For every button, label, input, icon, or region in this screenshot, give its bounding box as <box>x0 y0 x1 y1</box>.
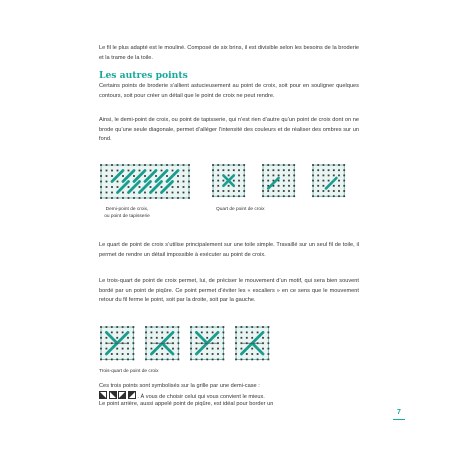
half-square-symbol-icon <box>99 391 107 399</box>
intro-paragraph: Le fil le plus adapté est le mouliné. Composé de six brins, il est divisible selon les besoins de la broderie et la trame de la toile. <box>99 45 359 61</box>
paragraph-quarter-stitch: Le quart de point de croix s’utilise principalement sur une toile simple. Travaillé sur un seul fil de toile, il permet de rendre un détail impossible à exécuter au point de croix. <box>99 242 359 258</box>
page-number: 7 <box>397 409 401 416</box>
caption-quarter-cross-stitch: Quart de point de croix <box>216 207 265 212</box>
caption-three-quarter-cross-stitch: Trois-quart de point de croix <box>99 369 159 374</box>
half-cross-stitch-diagram <box>99 162 191 206</box>
half-square-symbol-icon <box>109 391 117 399</box>
symbols-sentence-end: . À vous de choisir celui qui vous convient le mieux. <box>137 394 265 400</box>
half-square-symbol-icon <box>118 391 126 399</box>
section-heading: Les autres points <box>99 70 188 81</box>
quarter-cross-stitch-diagram <box>211 162 359 200</box>
paragraph-symbols-intro: Ces trois points sont symbolisés sur la grille par une demi-case : <box>99 383 260 389</box>
paragraph-three-quarter-stitch: Le trois-quart de point de croix permet, lui, de préciser le mouvement d’un motif, qui sera bien souvent bordé par un point de piqûre. Ce point permet d’éviter les « escaliers » en ce sens que le mouvement retour du fil ferme le point, soit par la droite, soit par la gauche. <box>99 278 359 304</box>
caption-half-line: Demi-point de croix, ou point de tapisserie <box>104 207 150 219</box>
paragraph-other-stitches: Certains points de broderie s’allient astucieusement au point de croix, soit pour en souligner quelques contours, soit pour créer un détail que le point de croix ne peut rendre. <box>99 83 359 99</box>
symbols-line <box>99 391 359 400</box>
three-quarter-cross-stitch-diagram <box>99 324 279 364</box>
caption-half-cross-stitch <box>99 206 155 220</box>
half-square-symbol-icon <box>128 391 136 399</box>
paragraph-back-stitch: Le point arrière, aussi appelé point de piqûre, est idéal pour border un <box>99 401 274 407</box>
paragraph-half-stitch: Ainsi, le demi-point de croix, ou point de tapisserie, qui n’est rien d’autre qu’un point de croix dont on ne brode qu’une seule diagonale, permet d’alléger l’intensité des couleurs et de réaliser des ombres sur un fond. <box>99 117 359 143</box>
page-number-rule <box>393 419 405 420</box>
